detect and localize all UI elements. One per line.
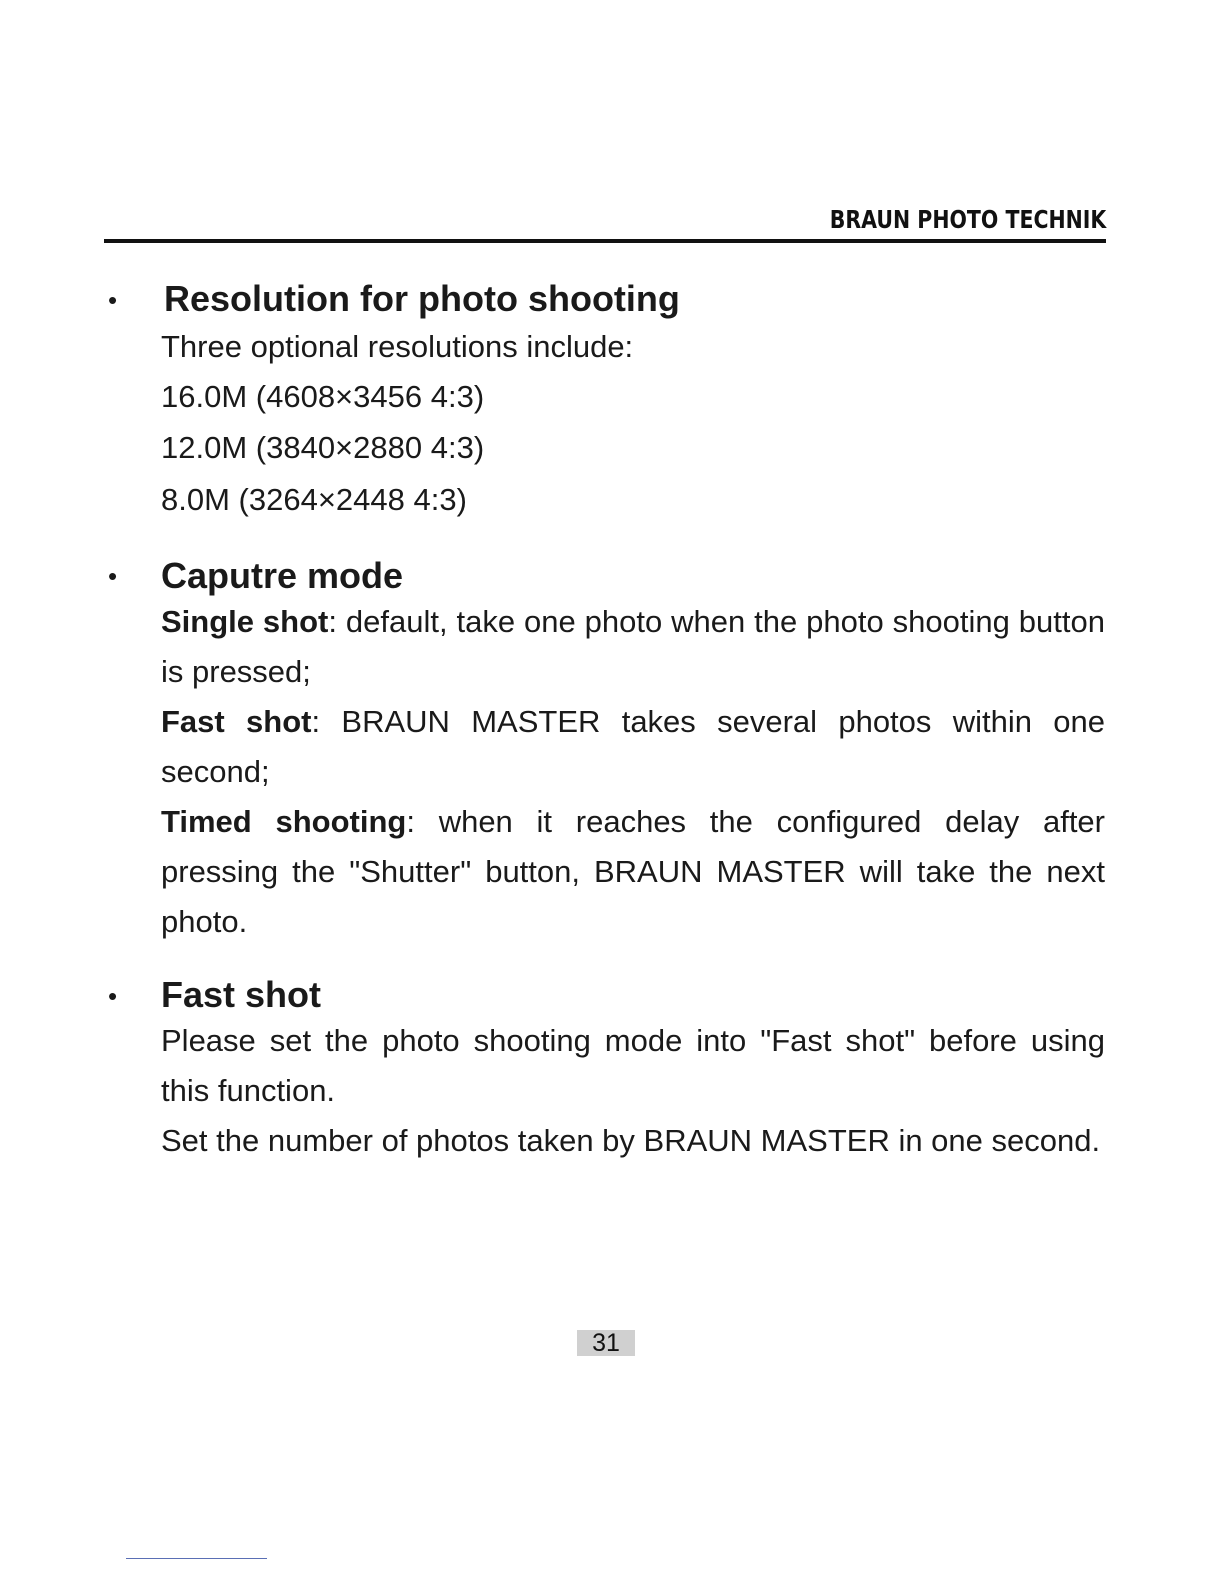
heading-resolution: Resolution for photo shooting	[164, 278, 680, 319]
brand-header: BRAUN PHOTO TECHNIK	[829, 205, 1106, 234]
resolution-intro: Three optional resolutions include:	[161, 329, 634, 364]
bullet-resolution: •	[108, 285, 118, 315]
header-rule	[104, 239, 1106, 243]
fast-shot-paragraph: Set the number of photos taken by BRAUN MASTER in one second.	[161, 1123, 1101, 1158]
term-single-shot: Single shot	[161, 604, 329, 639]
resolution-option: 8.0M (3264×2448 4:3)	[161, 482, 467, 517]
desc-single-shot: default, take one photo when the photo shooting button is pressed;	[161, 604, 1105, 689]
heading-capture-mode: Caputre mode	[161, 555, 404, 596]
capture-item-timed-shooting	[161, 797, 1105, 947]
heading-fast-shot: Fast shot	[161, 974, 322, 1015]
term-fast-shot: Fast shot	[161, 704, 312, 739]
resolution-option: 12.0M (3840×2880 4:3)	[161, 430, 485, 465]
page-number: 31	[577, 1330, 635, 1356]
term-separator: :	[311, 704, 342, 739]
term-separator: :	[406, 804, 439, 839]
term-timed-shooting: Timed shooting	[161, 804, 407, 839]
fast-shot-paragraph: Please set the photo shooting mode into "Fast shot" before using this function.	[161, 1023, 1105, 1108]
footer-divider	[126, 1558, 267, 1559]
capture-item-single-shot	[161, 597, 1105, 697]
capture-item-fast-shot	[161, 697, 1105, 797]
bullet-capture-mode: •	[108, 561, 118, 591]
desc-fast-shot: BRAUN MASTER takes several photos within one second;	[161, 704, 1105, 789]
term-separator: :	[328, 604, 346, 639]
resolution-option: 16.0M (4608×3456 4:3)	[161, 379, 485, 414]
bullet-fast-shot: •	[108, 981, 118, 1011]
desc-timed-shooting: when it reaches the configured delay after pressing the "Shutter" button, BRAUN MASTER will take the next photo.	[161, 804, 1105, 939]
